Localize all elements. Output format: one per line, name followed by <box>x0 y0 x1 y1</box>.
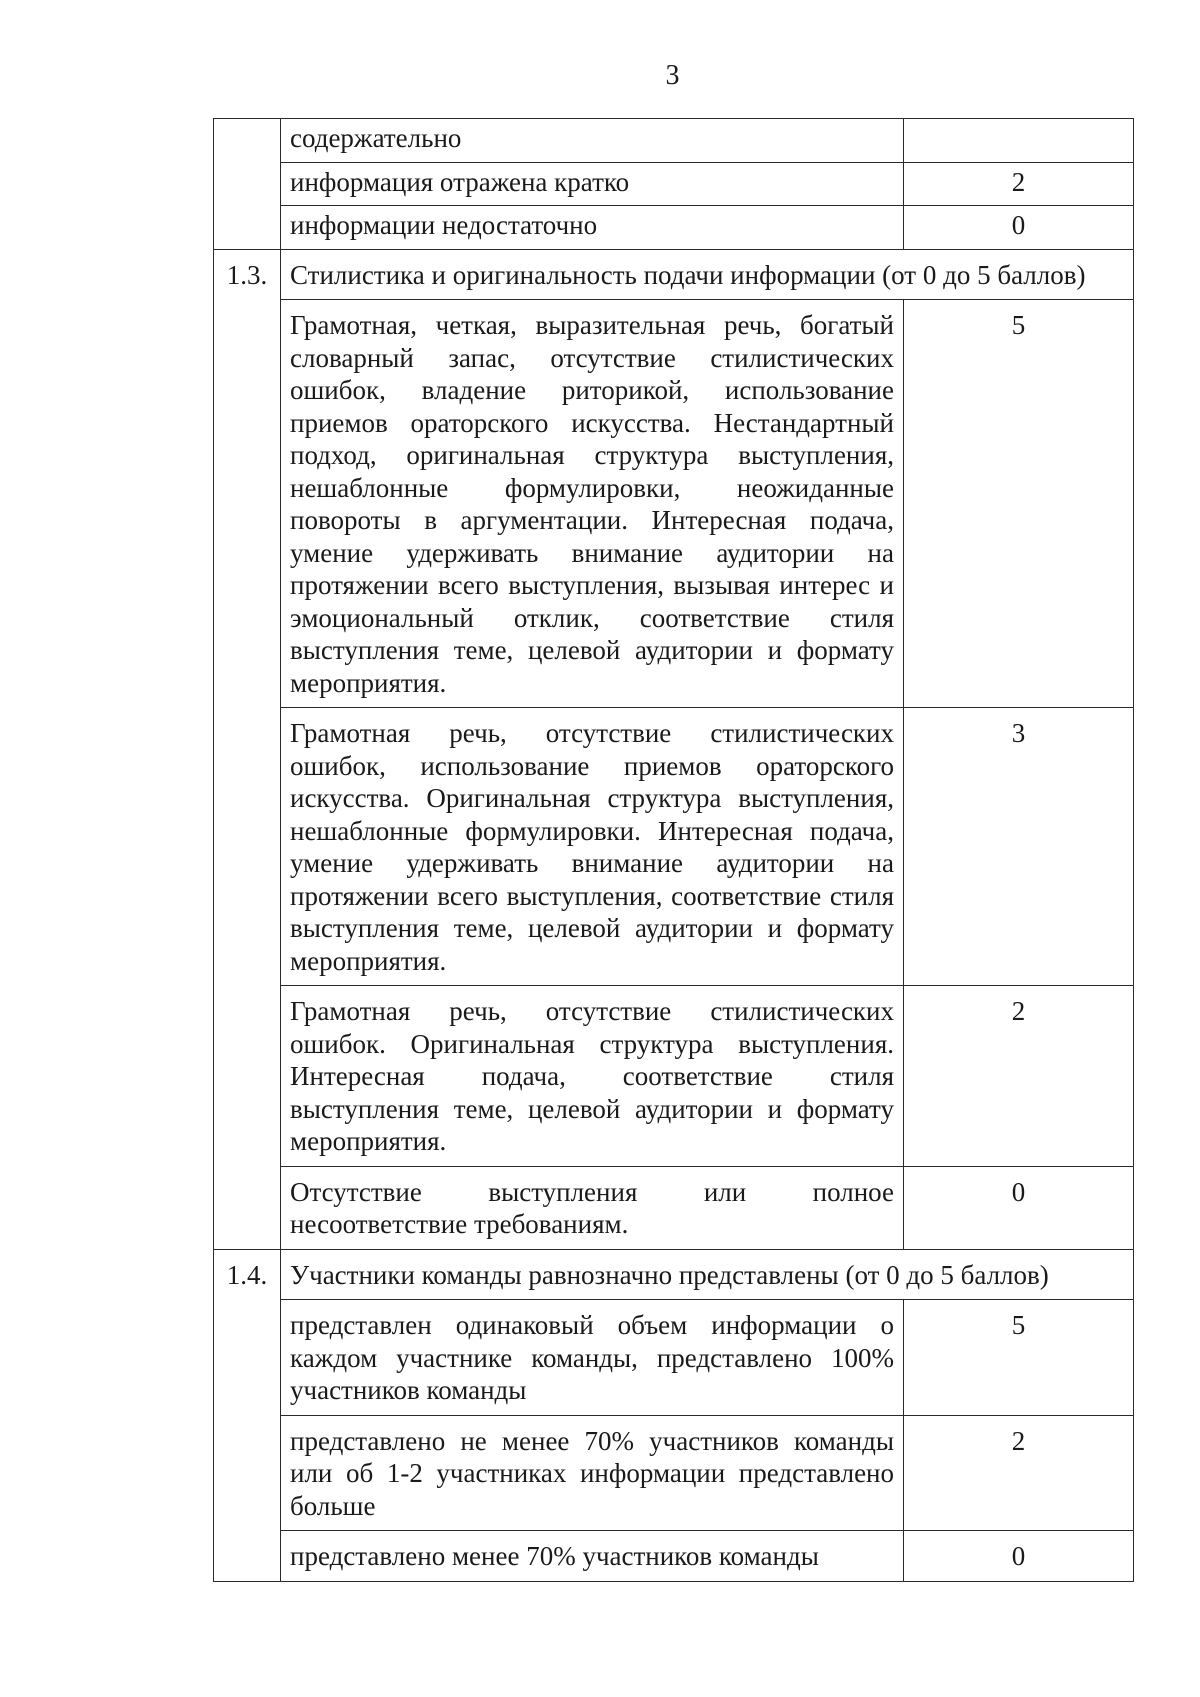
criterion-text: Отсутствие выступления или полное несоответствие требованиям. <box>281 1166 904 1249</box>
section-header-row <box>214 1249 1134 1300</box>
page-number: 3 <box>665 60 680 91</box>
criterion-score: 2 <box>904 1415 1134 1531</box>
criterion-text: Грамотная речь, отсутствие стилистических ошибок. Оригинальная структура выступления. Интересная подача, соответствие стиля выступления теме, целевой аудитории и формату мероприятия. <box>281 986 904 1167</box>
criteria-table <box>213 118 1134 1582</box>
criterion-text: информация отражена кратко <box>281 162 904 206</box>
criterion-text: содержательно <box>281 119 904 163</box>
criterion-text: представлено не менее 70% участников команды или об 1-2 участниках информации представлено больше <box>281 1415 904 1531</box>
criterion-text: представлен одинаковый объем информации о каждом участнике команды, представлено 100% участников команды <box>281 1300 904 1416</box>
section-title: Стилистика и оригинальность подачи информации (от 0 до 5 баллов) <box>281 249 1134 300</box>
section-number: 1.4. <box>214 1249 281 1581</box>
table-row <box>214 206 1134 250</box>
criterion-score: 2 <box>904 986 1134 1167</box>
criterion-score: 0 <box>904 206 1134 250</box>
criterion-score: 2 <box>904 162 1134 206</box>
criterion-text: Грамотная речь, отсутствие стилистических ошибок, использование приемов ораторского искусства. Оригинальная структура выступления, нешаблонные формулировки. Интересная подача, умение удерживать внимание аудитории на протяжении всего выступления, соответствие стиля выступления теме, целевой аудитории и формату мероприятия. <box>281 708 904 986</box>
criterion-score: 0 <box>904 1531 1134 1582</box>
criterion-text: представлено менее 70% участников команды <box>281 1531 904 1582</box>
table-row <box>214 1415 1134 1531</box>
section-header-row <box>214 249 1134 300</box>
criterion-text: Грамотная, четкая, выразительная речь, богатый словарный запас, отсутствие стилистических ошибок, владение риторикой, использование приемов ораторского искусства. Нестандартный подход, оригинальная структура выступления, нешаблонные формулировки, неожиданные повороты в аргументации. Интересная подача, умение удерживать внимание аудитории на протяжении всего выступления, вызывая интерес и эмоциональный отклик, соответствие стиля выступления теме, целевой аудитории и формату мероприятия. <box>281 300 904 708</box>
criterion-score <box>904 119 1134 163</box>
section-number: 1.3. <box>214 249 281 1249</box>
table-row <box>214 1166 1134 1249</box>
criterion-text: информации недостаточно <box>281 206 904 250</box>
criterion-score: 3 <box>904 708 1134 986</box>
number-cell-empty <box>214 119 281 250</box>
table-row <box>214 1300 1134 1416</box>
section-title: Участники команды равнозначно представлены (от 0 до 5 баллов) <box>281 1249 1134 1300</box>
table-row <box>214 1531 1134 1582</box>
table-row <box>214 708 1134 986</box>
table-row <box>214 986 1134 1167</box>
criterion-score: 5 <box>904 300 1134 708</box>
criterion-score: 5 <box>904 1300 1134 1416</box>
table-row <box>214 119 1134 163</box>
table-row <box>214 162 1134 206</box>
table-row <box>214 300 1134 708</box>
criterion-score: 0 <box>904 1166 1134 1249</box>
